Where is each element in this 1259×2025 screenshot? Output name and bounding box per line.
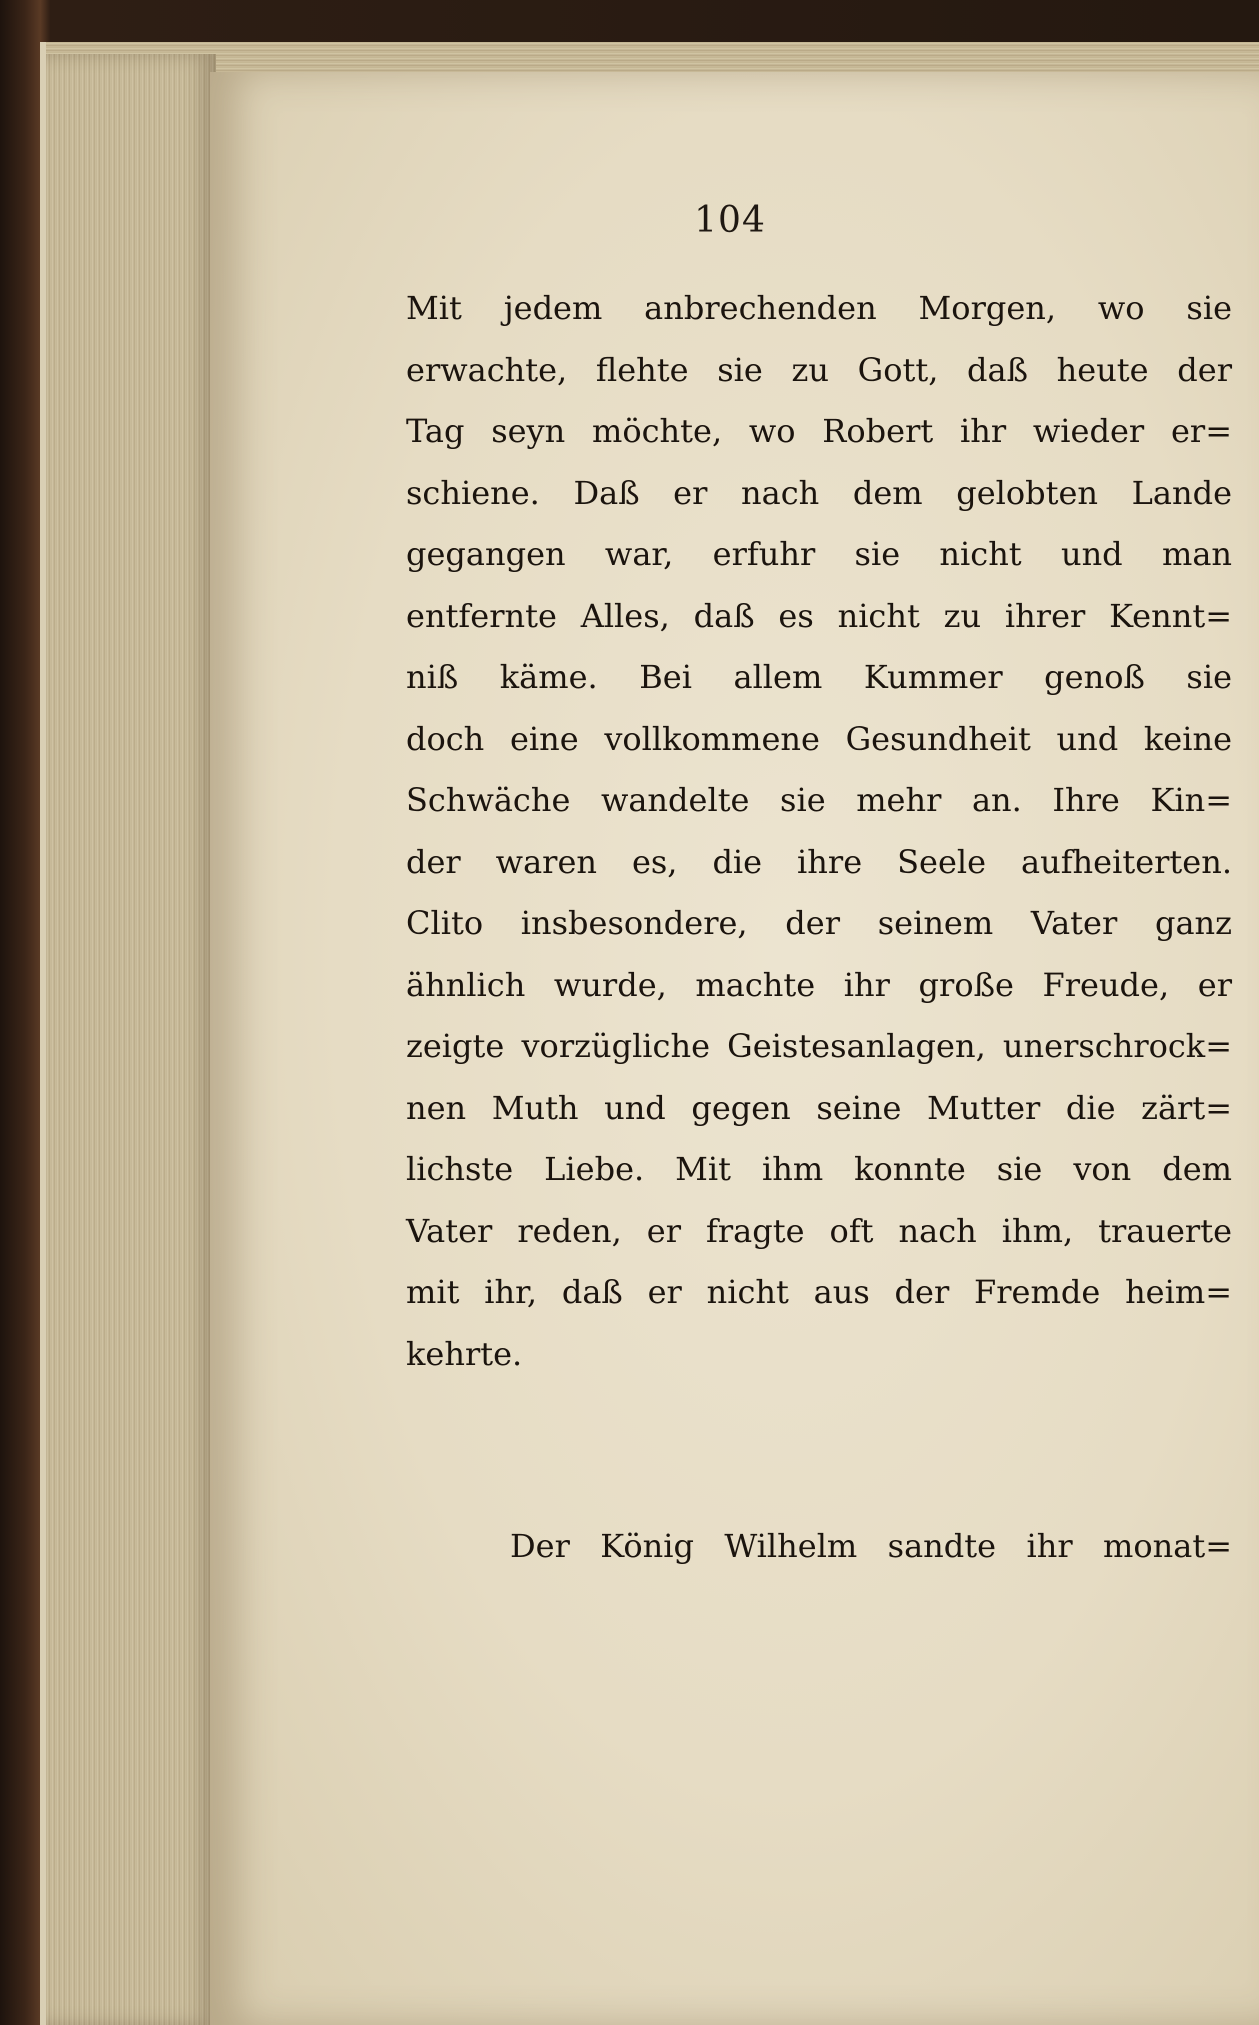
text-line: mit ihr, daß er nicht aus der Fremde heim= [406,1273,1232,1311]
text-line: schiene. Daß er nach dem gelobten Lande [406,473,1232,512]
paragraph-2-first-line: Der König Wilhelm sandte ihr monat= [510,1527,1232,1565]
text-line: niß käme. Bei allem Kummer genoß sie [406,658,1232,696]
page-stack-edges [46,54,216,2025]
page-top-edge [46,42,1259,72]
text-line: Tag seyn möchte, wo Robert ihr wieder er= [406,412,1232,450]
text-line: Mit jedem anbrechenden Morgen, wo sie [406,289,1232,327]
text-line: Clito insbesondere, der seinem Vater ganz [406,904,1232,942]
text-line: Schwäche wandelte sie mehr an. Ihre Kin= [406,781,1232,819]
text-line: gegangen war, erfuhr sie nicht und man [406,535,1232,573]
text-line: kehrte. [406,1334,523,1373]
text-line: Vater reden, er fragte oft nach ihm, trauerte [406,1211,1232,1250]
text-line: der waren es, die ihre Seele aufheiterten. [406,842,1232,881]
text-line: lichste Liebe. Mit ihm konnte sie von dem [406,1150,1232,1188]
paragraph-1 [406,278,1232,1385]
text-line: nen Muth und gegen seine Mutter die zärt= [406,1088,1232,1127]
text-line: ähnlich wurde, machte ihr große Freude, er [406,965,1232,1004]
page-number: 104 [694,200,766,241]
text-line: erwachte, flehte sie zu Gott, daß heute der [406,350,1232,389]
book-page [210,72,1259,2025]
text-line: zeigte vorzügliche Geistesanlagen, unerschrock= [406,1027,1232,1065]
text-line: doch eine vollkommene Gesundheit und keine [406,719,1232,758]
text-line: entfernte Alles, daß es nicht zu ihrer Kennt= [406,596,1232,635]
